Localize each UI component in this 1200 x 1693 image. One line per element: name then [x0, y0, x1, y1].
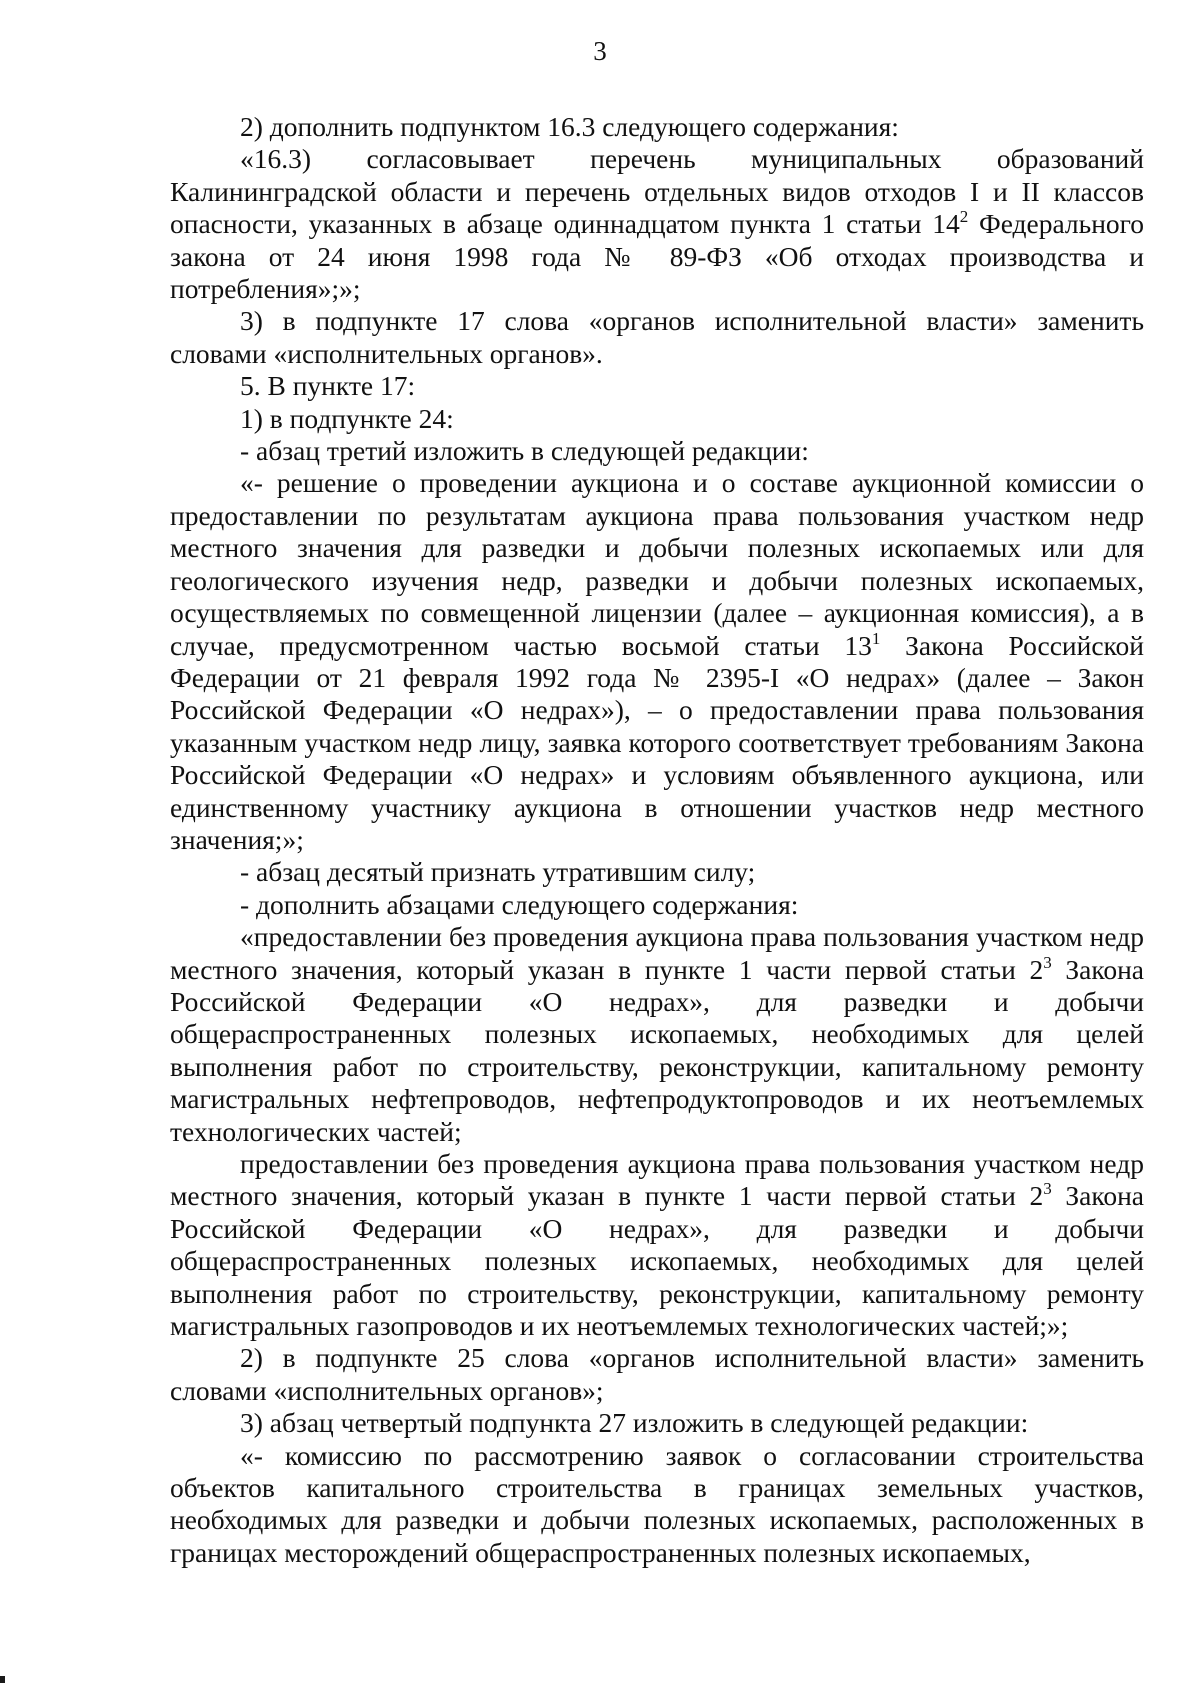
- document-body: [170, 111, 1144, 1569]
- superscript: 1: [871, 628, 881, 648]
- paragraph: «предоставлении без проведения аукциона права пользования участком недр местного значения, который указан в пункте 1 части первой статьи $2^3$ Закона Российской Федерации «О недрах», для разведки и добычи общераспространенных полезных ископаемых, необходимых для целей выполнения работ по строительству, реконструкции, капитальному ремонту магистральных нефтепроводов, нефтепродуктопроводов и их неотъемлемых технологических частей;: [170, 921, 1144, 1147]
- paragraph: 2) в подпункте 25 слова «органов исполнительной власти» заменить словами «исполнительных органов»;: [170, 1342, 1144, 1406]
- page-number: 3: [593, 36, 607, 66]
- paragraph: «- комиссию по рассмотрению заявок о согласовании строительства объектов капитального строительства в границах земельных участков, необходимых для разведки и добычи полезных ископаемых, расположенных в границах месторождений общераспространенных полезных ископаемых,: [170, 1439, 1144, 1568]
- paragraph: 1) в подпункте 24:: [240, 402, 454, 434]
- superscript: 2: [959, 207, 969, 227]
- paragraph: - дополнить абзацами следующего содержания:: [240, 888, 799, 920]
- paragraph: «16.3) согласовывает перечень муниципальных образований Калининградской области и перечень отдельных видов отходов I и II классов опасности, указанных в абзаце одиннадцатом пункта 1 статьи $14^2$ Федерального закона от 24 июня 1998 года № 89-ФЗ «Об отходах производства и потребления»;»;: [170, 143, 1145, 305]
- paragraph: - абзац десятый признать утратившим силу;: [240, 856, 756, 888]
- paragraph: 5. В пункте 17:: [240, 370, 416, 402]
- paragraph: 3) в подпункте 17 слова «органов исполнительной власти» заменить словами «исполнительных органов».: [170, 305, 1144, 369]
- paragraph: - абзац третий изложить в следующей редакции:: [240, 435, 809, 467]
- paragraph: «- решение о проведении аукциона и о составе аукционной комиссии о предоставлении по результатам аукциона права пользования участком недр местного значения для разведки и добычи полезных ископаемых или для геологического изучения недр, разведки и добычи полезных ископаемых, осуществляемых по совмещенной лицензии (далее – аукционная комиссия), а в случае, предусмотренном частью восьмой статьи $13^1$ Закона Российской Федерации от 21 февраля 1992 года № 2395-I «О недрах» (далее – Закон Российской Федерации «О недрах»), – о предоставлении права пользования указанным участком недр лицу, заявка которого соответствует требованиям Закона Российской Федерации «О недрах» и условиям объявленного аукциона, или единственному участнику аукциона в отношении участков недр местного значения;»;: [170, 467, 1144, 855]
- superscript: 3: [1043, 952, 1052, 972]
- paragraph: 3) абзац четвертый подпункта 27 изложить в следующей редакции:: [240, 1407, 1029, 1439]
- scan-mark: [0, 1676, 5, 1683]
- paragraph: предоставлении без проведения аукциона права пользования участком недр местного значения, который указан в пункте 1 части первой статьи $2^3$ Закона Российской Федерации «О недрах», для разведки и добычи общераспространенных полезных ископаемых, необходимых для целей выполнения работ по строительству, реконструкции, капитальному ремонту магистральных газопроводов и их неотъемлемых технологических частей;»;: [170, 1148, 1144, 1342]
- superscript: 3: [1043, 1179, 1052, 1199]
- paragraph: 2) дополнить подпунктом 16.3 следующего содержания:: [240, 111, 899, 142]
